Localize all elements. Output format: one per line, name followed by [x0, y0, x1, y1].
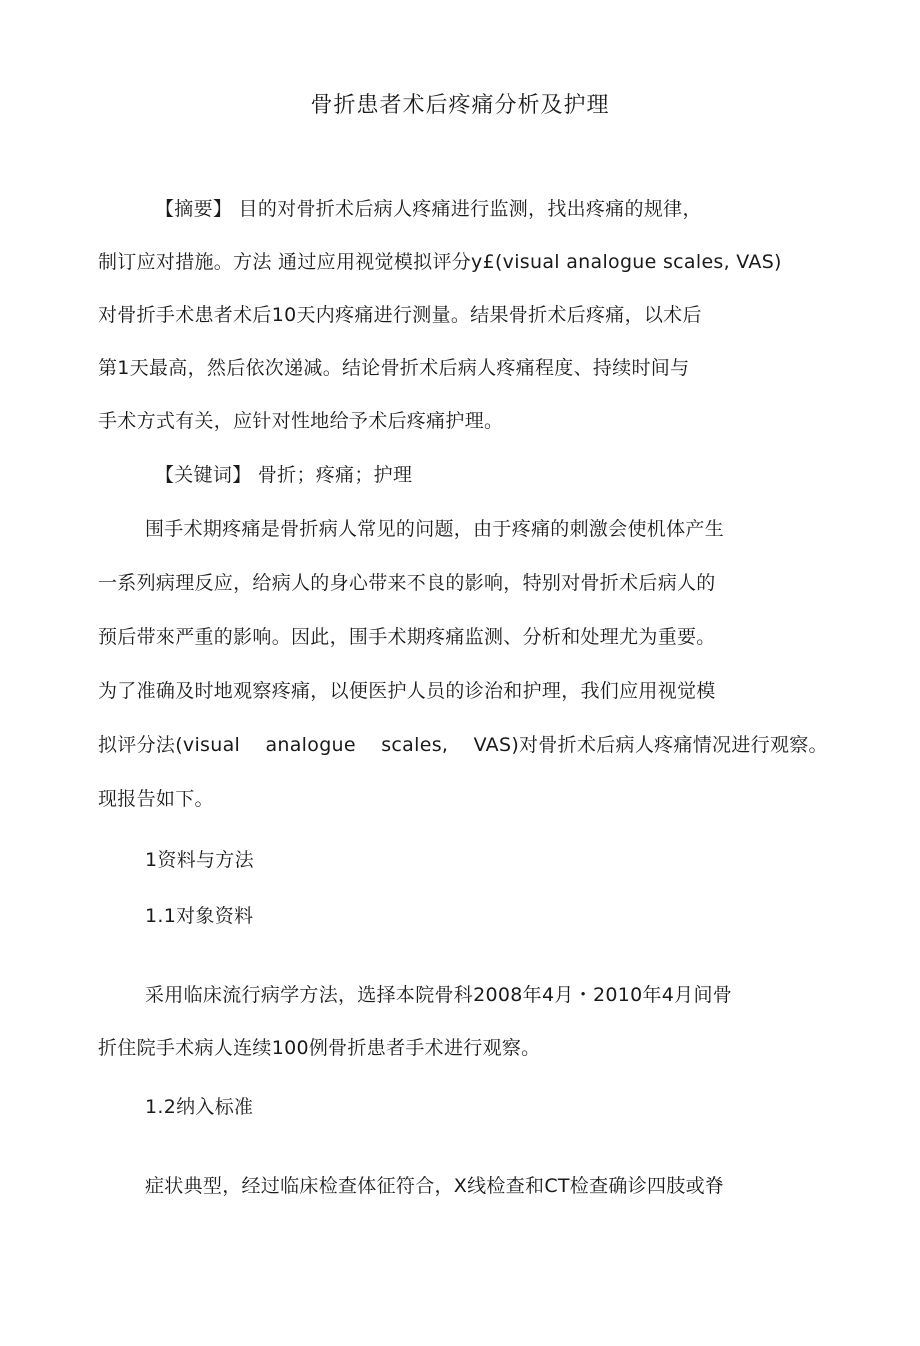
section-1-heading: 1资料与方法	[145, 849, 254, 871]
abstract-line-1: 【摘要】 目的对骨折术后病人疼痛进行监测，找出疼痛的规律，	[155, 198, 702, 220]
section-1-1-heading: 1.1对象资料	[145, 905, 254, 927]
abstract-line-4: 第1天最高，然后依次递减。结论骨折术后病人疼痛程度、持续时间与	[98, 357, 690, 379]
intro-line-4: 为了准确及时地观察疼痛，以便医护人员的诊治和护理，我们应用视觉模	[98, 680, 716, 702]
intro-line-5: 拟评分法(visual analogue scales, VAS)对骨折术后病人疼痛情况进行观察。	[98, 734, 828, 756]
intro-line-6: 现报告如下。	[98, 788, 214, 810]
abstract-line-3: 对骨折手术患者术后10天内疼痛进行测量。结果骨折术后疼痛，以术后	[98, 304, 702, 326]
intro-line-1: 围手术期疼痛是骨折病人常见的问题，由于疼痛的刺激会使机体产生	[145, 518, 725, 540]
section-1-2-line-1: 症状典型，经过临床检查体征符合，X线检查和CT检查确诊四肢或脊	[145, 1175, 725, 1197]
keywords-line: 【关键词】 骨折；疼痛；护理	[155, 464, 413, 486]
abstract-line-5: 手术方式有关，应针对性地给予术后疼痛护理。	[98, 410, 504, 432]
document-title: 骨折患者术后疼痛分析及护理	[310, 93, 610, 118]
abstract-line-2: 制订应对措施。方法 通过应用视觉模拟评分y£(visual analogue scales, VAS)	[98, 251, 782, 273]
section-1-1-line-2: 折住院手术病人连续100例骨折患者手术进行观察。	[98, 1037, 541, 1059]
section-1-1-line-1: 采用临床流行病学方法，选择本院骨科2008年4月・2010年4月间骨	[145, 984, 733, 1006]
section-1-2-heading: 1.2纳入标准	[145, 1096, 254, 1118]
intro-line-3: 预后带來严重的影响。因此，围手术期疼痛监测、分析和处理尤为重要。	[98, 626, 716, 648]
intro-line-2: 一系列病理反应，给病人的身心带来不良的影响，特别对骨折术后病人的	[98, 572, 716, 594]
